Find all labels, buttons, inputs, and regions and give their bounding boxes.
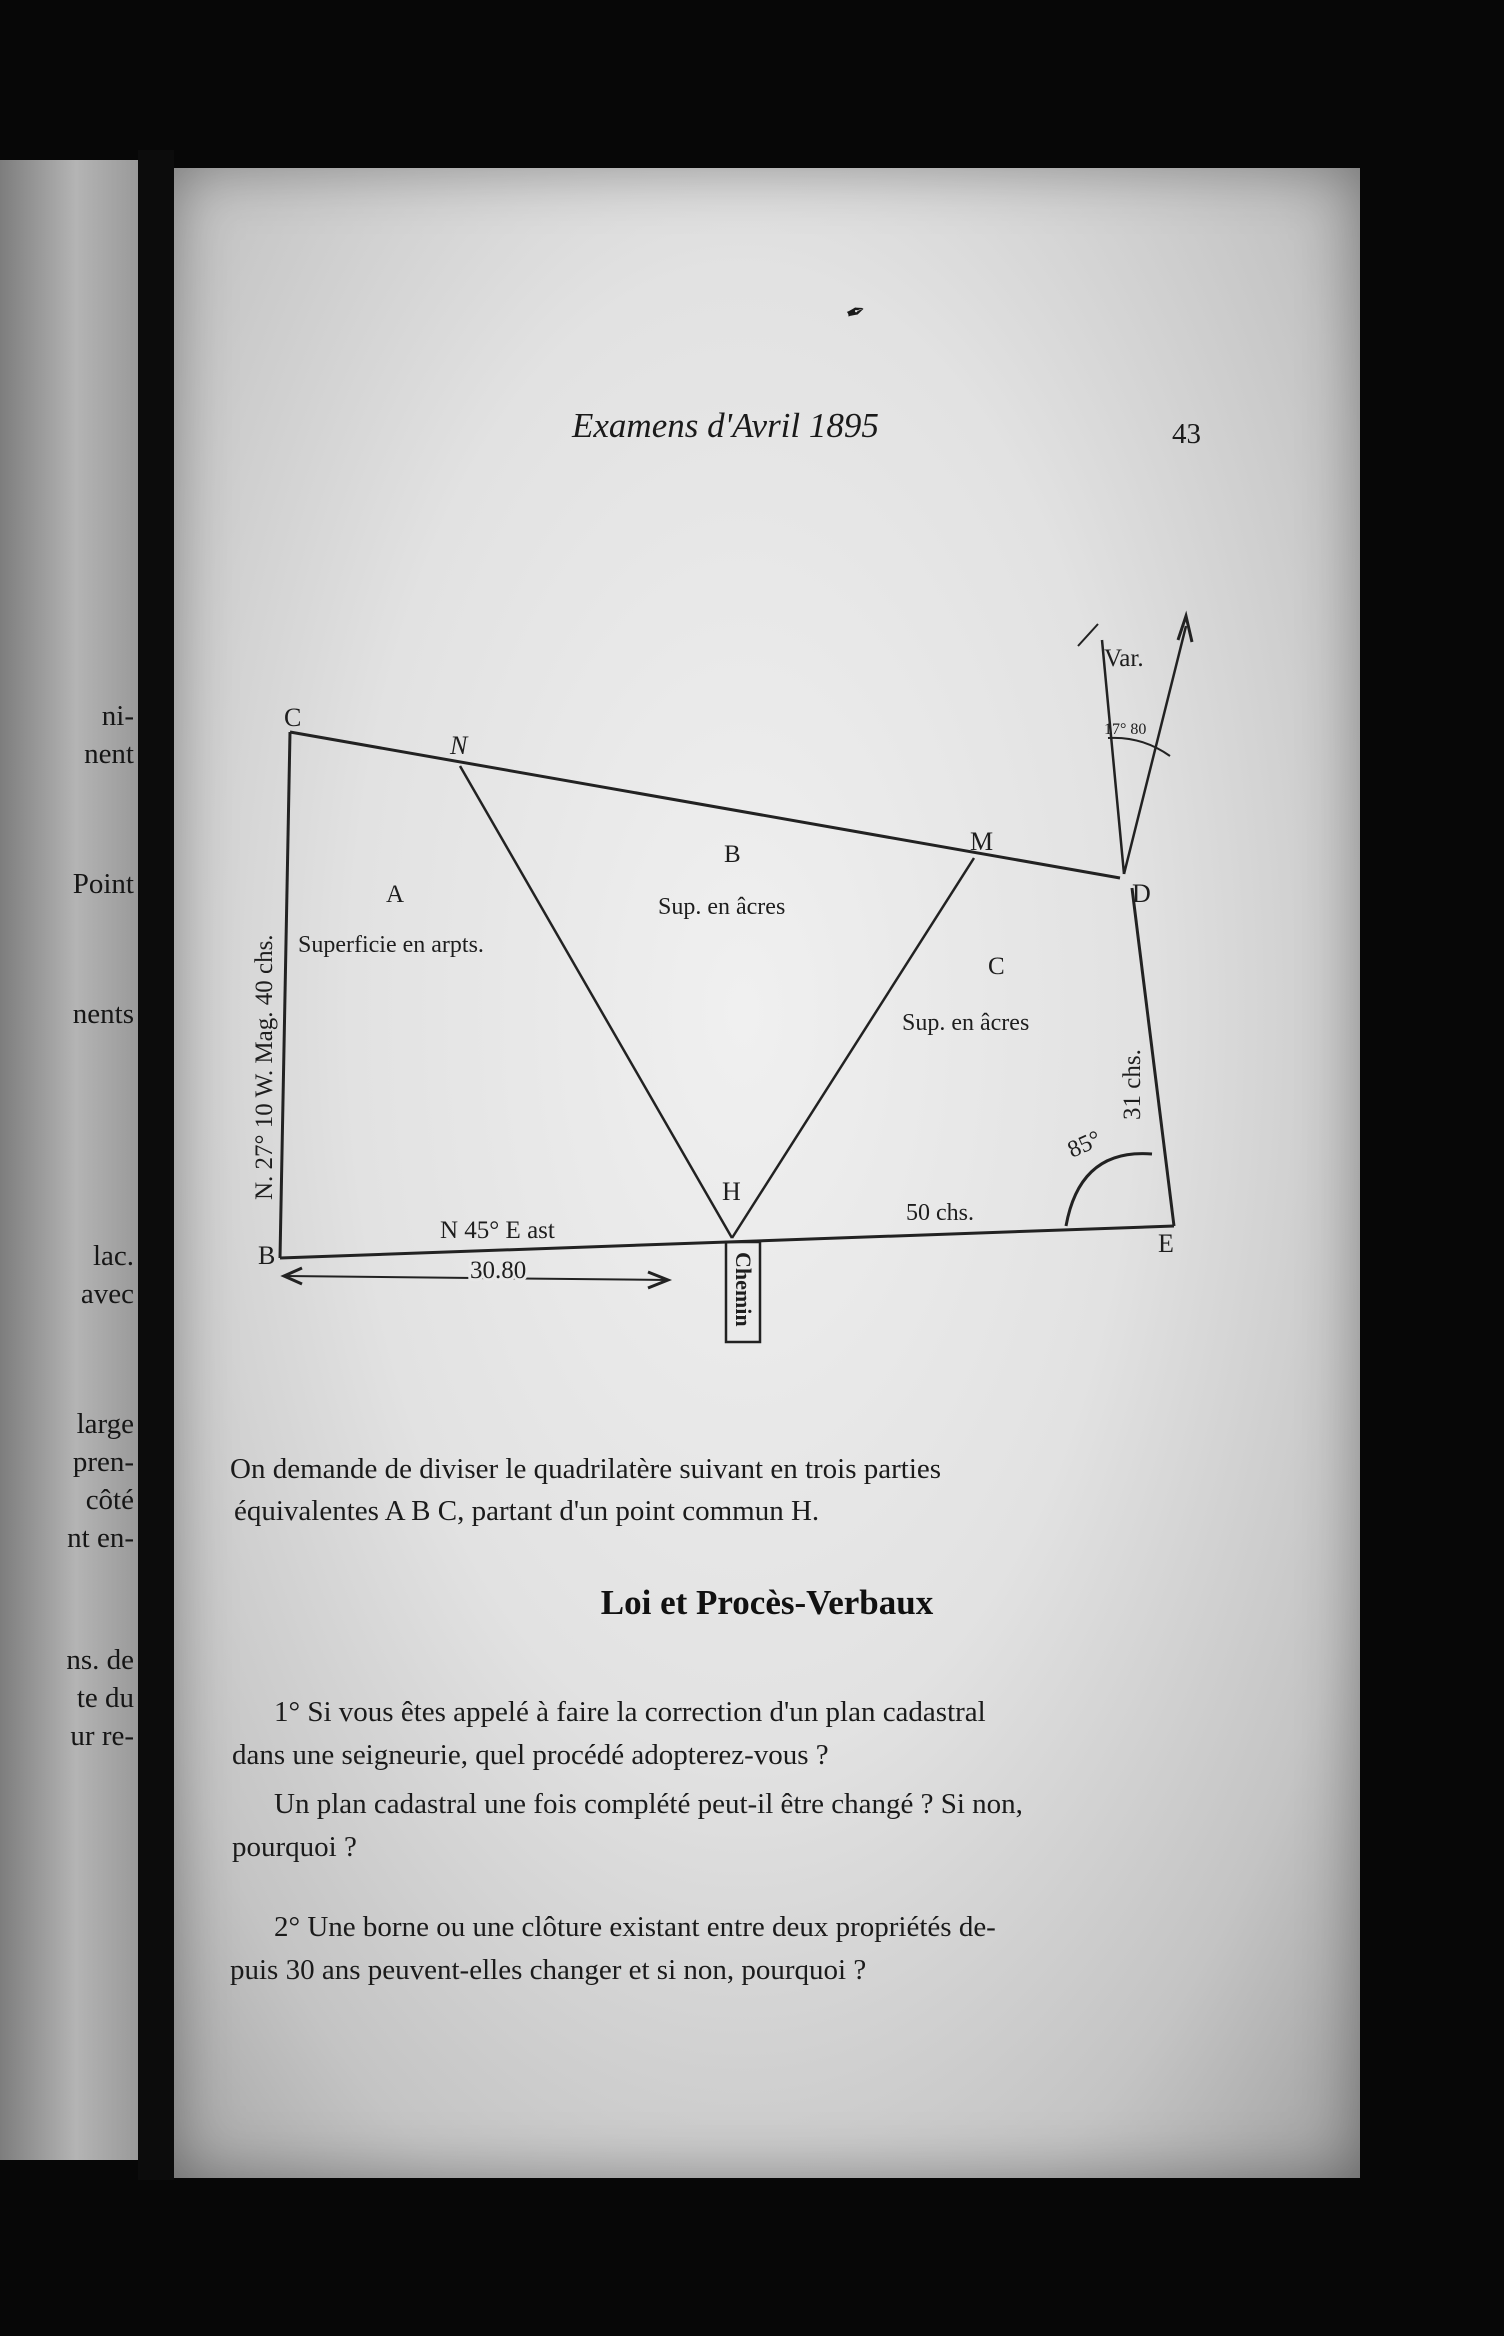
side-cd (290, 732, 1120, 878)
question-1b-line-2: pourquoi ? (232, 1831, 357, 1863)
left-page-text: côté (85, 1484, 134, 1516)
region-a-caption: Superficie en arpts. (298, 932, 484, 958)
book-gutter (138, 150, 174, 2180)
region-a-letter: A (386, 881, 405, 908)
page-number: 43 (1172, 418, 1201, 450)
point-label-h: H (722, 1177, 741, 1206)
variation-tick (1078, 624, 1098, 646)
point-label-n: N (450, 731, 468, 760)
question-2-line-2: puis 30 ans peuvent-elles changer et si non, pourquoi ? (230, 1954, 867, 1986)
section-heading: Loi et Procès-Verbaux (600, 1583, 934, 1622)
problem-line-2: équivalentes A B C, partant d'un point commun H. (234, 1495, 820, 1527)
left-page-text: pren- (72, 1446, 134, 1478)
left-page-text: ur re- (70, 1720, 134, 1752)
bottom-partial-length: 30.80 (470, 1257, 527, 1284)
left-page-text: te du (76, 1682, 134, 1714)
question-2-line-1: 2° Une borne ou une clôture existant entre deux propriétés de- (274, 1911, 996, 1943)
left-page-text: lac. (92, 1240, 134, 1272)
road-label: Chemin (731, 1252, 756, 1327)
left-side-bearing: N. 27° 10 W. Mag. 40 chs. (251, 934, 278, 1200)
left-page-text: ns. de (66, 1644, 134, 1676)
region-c-letter: C (988, 953, 1005, 980)
question-1b-line-1: Un plan cadastral une fois complété peut-il être changé ? Si non, (274, 1788, 1023, 1820)
left-page-text: nents (72, 998, 134, 1030)
point-label-c: C (284, 703, 302, 732)
region-b-letter: B (724, 841, 741, 868)
point-label-m: M (970, 827, 994, 856)
point-label-b: B (258, 1241, 276, 1270)
variation-line-left (1102, 640, 1124, 874)
left-page-text: ni- (101, 700, 134, 732)
running-header: Examens d'Avril 1895 (572, 406, 879, 445)
angle-e-value: 85° (1063, 1126, 1106, 1164)
ink-smudge: ✒ (842, 297, 871, 329)
variation-angle: 17° 80 (1104, 721, 1147, 738)
left-page-text: nent (84, 738, 134, 770)
left-page-fragment (0, 160, 138, 2160)
question-1-line-2: dans une seigneurie, quel procédé adopterez-vous ? (232, 1739, 829, 1771)
division-line-nh (460, 766, 732, 1238)
book-page (174, 168, 1360, 2178)
point-label-d: D (1132, 879, 1151, 908)
question-1-line-1: 1° Si vous êtes appelé à faire la correction d'un plan cadastral (274, 1696, 986, 1728)
bottom-right-length: 50 chs. (906, 1200, 974, 1226)
problem-line-1: On demande de diviser le quadrilatère suivant en trois parties (230, 1453, 942, 1485)
variation-angle-arc (1108, 738, 1170, 756)
point-label-e: E (1158, 1229, 1174, 1258)
angle-arc-e (1066, 1154, 1152, 1226)
region-c-caption: Sup. en âcres (902, 1010, 1030, 1036)
region-b-caption: Sup. en âcres (658, 894, 786, 920)
survey-diagram (174, 168, 1360, 1368)
side-cb (280, 732, 290, 1258)
left-page-text: nt en- (67, 1522, 134, 1554)
right-side-length: 31 chs. (1119, 1049, 1146, 1120)
left-page-text: Point (72, 868, 134, 900)
left-page-text: avec (80, 1278, 134, 1310)
bottom-bearing: N 45° E ast (440, 1217, 555, 1244)
left-page-text: large (76, 1408, 134, 1440)
variation-label: Var. (1104, 645, 1144, 672)
